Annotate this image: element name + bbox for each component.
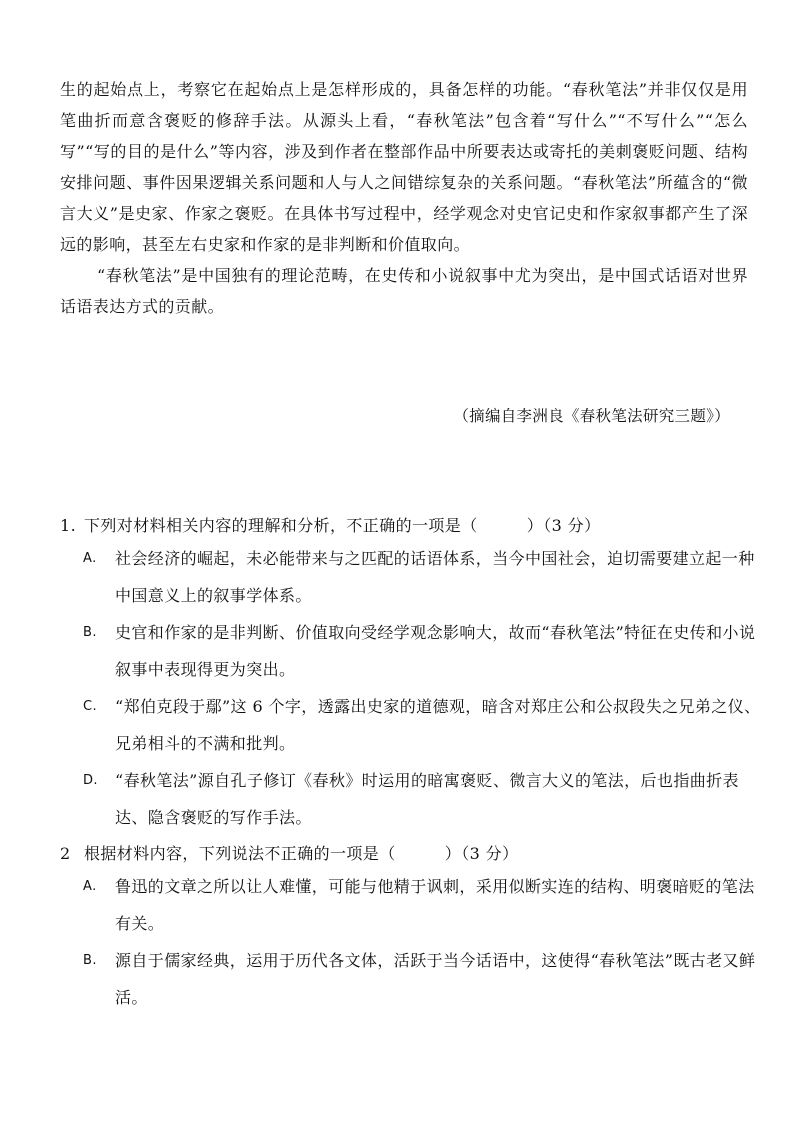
option-list <box>60 540 761 836</box>
question-stem <box>60 512 748 540</box>
option-d <box>60 762 765 836</box>
passage-paragraph-2: “春秋笔法”是中国独有的理论范畴，在史传和小说叙事中尤为突出，是中国式话语对世界话语表达方式的贡献。 <box>60 266 748 316</box>
option-letter: A. <box>83 551 97 566</box>
passage-paragraph-1: 生的起始点上，考察它在起始点上是怎样形成的，具备怎样的功能。“春秋笔法”并非仅仅是用笔曲折而意含褒贬的修辞手法。从源头上看，“春秋笔法”包含着“写什么”“不写什么”“怎么写”“写的目的是什么”等内容，涉及到作者在整部作品中所要表达或寄托的美刺褒贬问题、结构安排问题、事件因果逻辑关系问题和人与人之间错综复杂的关系问题。“春秋笔法”所蕴含的“微言大义”是史家、作家之褒贬。在具体书写过程中，经学观念对史官记史和作家叙事都产生了深远的影响，甚至左右史家和作家的是非判断和价值取向。 <box>60 80 748 254</box>
option-letter: B. <box>83 625 97 640</box>
question-number: 1. <box>60 516 77 535</box>
option-text: “春秋笔法”源自孔子修订《春秋》时运用的暗寓褒贬、微言大义的笔法，后也指曲折表达、隐含褒贬的写作手法。 <box>115 771 739 827</box>
question-text: 下列对材料相关内容的理解和分析，不正确的一项是（ ）（3 分） <box>84 516 601 535</box>
option-letter: B. <box>83 953 97 968</box>
option-list <box>60 868 756 1016</box>
question-1 <box>60 512 761 836</box>
option-letter: A. <box>83 879 97 894</box>
option-text: 鲁迅的文章之所以让人难懂，可能与他精于讽刺，采用似断实连的结构、明褒暗贬的笔法有关。 <box>115 877 755 933</box>
option-b <box>60 614 765 688</box>
option-a <box>60 868 765 942</box>
reading-passage <box>60 74 748 322</box>
question-number: 2 <box>60 844 71 863</box>
option-c <box>60 688 765 762</box>
question-stem <box>60 840 748 868</box>
question-text: 根据材料内容，下列说法不正确的一项是（ ）（3 分） <box>84 844 519 863</box>
passage-source: （摘编自李洲良《春秋笔法研究三题》） <box>453 407 730 425</box>
option-text: “郑伯克段于鄢”这 6 个字，透露出史家的道德观，暗含对郑庄公和公叔段失之兄弟之仪、兄弟相斗的不满和批判。 <box>115 697 761 753</box>
option-text: 源自于儒家经典，运用于历代各文体，活跃于当今话语中，这使得“春秋笔法”既古老又鲜活。 <box>115 951 756 1007</box>
option-text: 社会经济的崛起，未必能带来与之匹配的话语体系，当今中国社会，迫切需要建立起一种中国意义上的叙事学体系。 <box>115 549 755 605</box>
question-2 <box>60 840 756 1016</box>
option-text: 史官和作家的是非判断、价值取向受经学观念影响大，故而“春秋笔法”特征在史传和小说叙事中表现得更为突出。 <box>115 623 756 679</box>
option-letter: C. <box>83 699 98 714</box>
option-a <box>60 540 765 614</box>
option-letter: D. <box>83 773 98 788</box>
option-b <box>60 942 765 1016</box>
